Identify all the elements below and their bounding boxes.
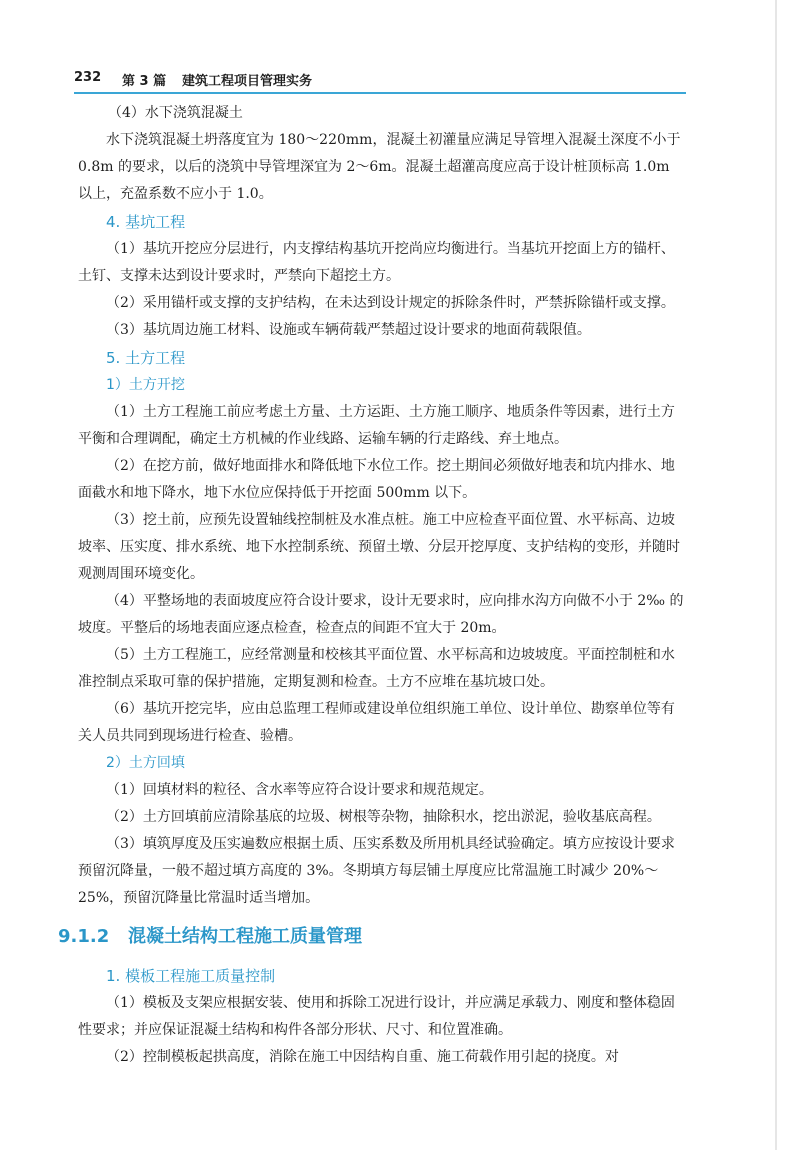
paragraph: （1）模板及支架应根据安装、使用和拆除工况进行设计，并应满足承载力、刚度和整体稳固性要求；并应保证混凝土结构和构件各部分形状、尺寸、和位置准确。 — [78, 995, 675, 1038]
section-title: 混凝土结构工程施工质量管理 — [128, 926, 362, 947]
underwater-heading: （4）水下浇筑混凝土 — [108, 105, 243, 121]
formwork-heading: 1. 模板工程施工质量控制 — [106, 967, 276, 985]
paragraph: （2）土方回填前应清除基底的垃圾、树根等杂物，抽除积水，挖出淤泥，验收基底高程。 — [106, 809, 661, 825]
paragraph: （2）在挖方前，做好地面排水和降低地下水位工作。挖土期间必须做好地表和坑内排水、地面截水和地下降水，地下水位应保持低于开挖面 500mm 以下。 — [78, 458, 675, 501]
part-label: 第 3 篇 — [122, 74, 167, 89]
paragraph: （6）基坑开挖完毕，应由总监理工程师或建设单位组织施工单位、设计单位、勘察单位等有关人员共同到现场进行检查、验槽。 — [78, 701, 675, 744]
header-rule — [74, 92, 686, 94]
backfill-heading: 2）土方回填 — [106, 755, 185, 771]
running-header — [74, 68, 686, 90]
book-title: 建筑工程项目管理实务 — [182, 74, 313, 89]
page-body — [58, 100, 686, 1071]
section-heading — [58, 922, 686, 952]
earth-heading: 5. 土方工程 — [106, 349, 186, 367]
paragraph: （4）平整场地的表面坡度应符合设计要求，设计无要求时，应向排水沟方向做不小于 2‰ 的坡度。平整后的场地表面应逐点检查，检查点的间距不宜大于 20m。 — [78, 593, 684, 636]
page-spine-shadow — [775, 0, 777, 1150]
paragraph: 水下浇筑混凝土坍落度宜为 180～220mm，混凝土初灌量应满足导管埋入混凝土深度不小于 0.8m 的要求，以后的浇筑中导管埋深宜为 2～6m。混凝土超灌高度应高于设计桩顶标高 1.0m 以上，充盈系数不应小于 1.0。 — [78, 132, 681, 202]
paragraph: （2）控制模板起拱高度，消除在施工中因结构自重、施工荷载作用引起的挠度。对 — [106, 1049, 619, 1065]
paragraph: （5）土方工程施工，应经常测量和校核其平面位置、水平标高和边坡坡度。平面控制桩和水准控制点采取可靠的保护措施，定期复测和检查。土方不应堆在基坑坡口处。 — [78, 647, 675, 690]
page-number: 232 — [74, 70, 102, 85]
paragraph: （1）回填材料的粒径、含水率等应符合设计要求和规范规定。 — [106, 782, 493, 798]
paragraph: （3）挖土前，应预先设置轴线控制桩及水准点桩。施工中应检查平面位置、水平标高、边坡坡率、压实度、排水系统、地下水控制系统、预留土墩、分层开挖厚度、支护结构的变形，并随时观测周围环境变化。 — [78, 512, 680, 582]
pit-heading: 4. 基坑工程 — [106, 213, 186, 231]
paragraph: （3）基坑周边施工材料、设施或车辆荷载严禁超过设计要求的地面荷载限值。 — [106, 322, 591, 338]
excavation-heading: 1）土方开挖 — [106, 377, 185, 393]
paragraph: （3）填筑厚度及压实遍数应根据土质、压实系数及所用机具经试验确定。填方应按设计要求预留沉降量，一般不超过填方高度的 3%。冬期填方每层铺土厚度应比常温施工时减少 20%～25%，预留沉降量比常温时适当增加。 — [78, 836, 675, 906]
paragraph: （1）基坑开挖应分层进行，内支撑结构基坑开挖尚应均衡进行。当基坑开挖面上方的锚杆、土钉、支撑未达到设计要求时，严禁向下超挖土方。 — [78, 241, 675, 284]
paragraph: （1）土方工程施工前应考虑土方量、土方运距、土方施工顺序、地质条件等因素，进行土方平衡和合理调配，确定土方机械的作业线路、运输车辆的行走路线、弃土地点。 — [78, 404, 675, 447]
paragraph: （2）采用锚杆或支撑的支护结构，在未达到设计规定的拆除条件时，严禁拆除锚杆或支撑。 — [106, 295, 675, 311]
section-number: 9.1.2 — [58, 926, 110, 947]
